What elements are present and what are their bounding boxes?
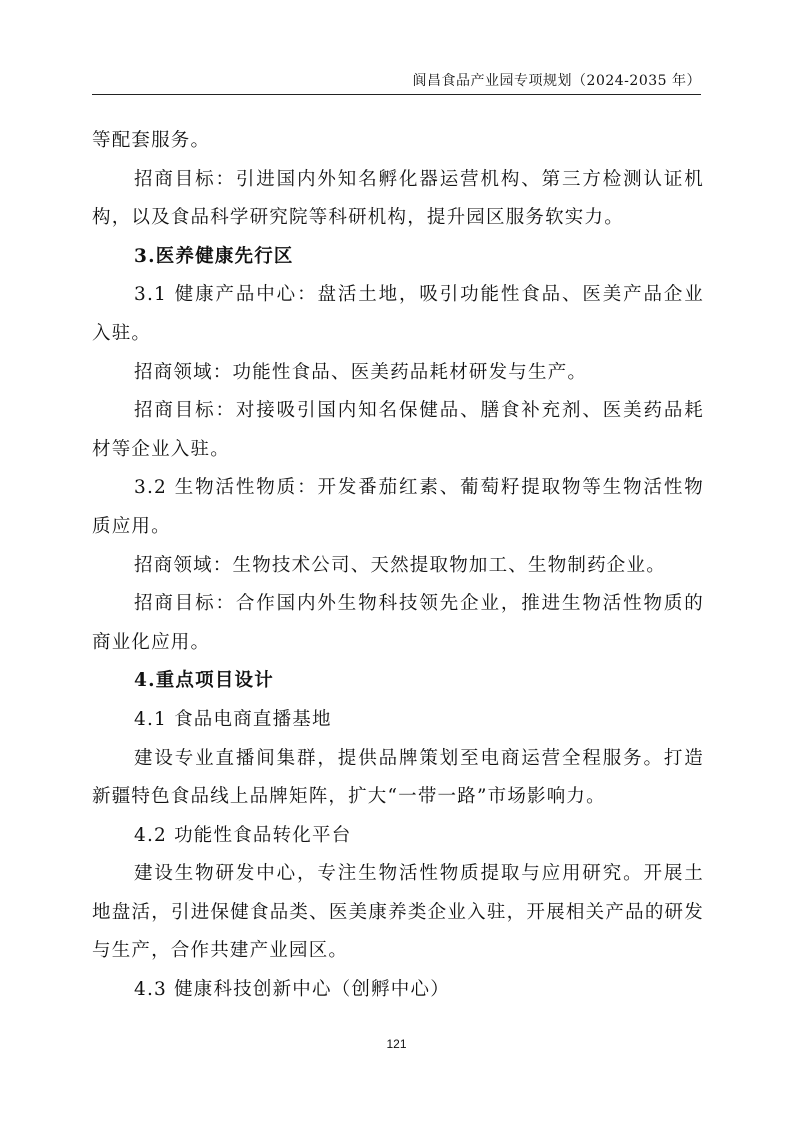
body-text	[92, 122, 704, 1010]
paragraph-investment-field: 招商领域：生物技术公司、天然提取物加工、生物制药企业。	[134, 554, 666, 576]
page-number: 121	[386, 1037, 407, 1051]
paragraph-investment-field: 招商领域：功能性食品、医美药品耗材研发与生产。	[134, 361, 588, 383]
paragraph-4-1-body: 建设专业直播间集群，提供品牌策划至电商运营全程服务。打造新疆特色食品线上品牌矩阵，扩大“一带一路”市场影响力。	[92, 747, 704, 808]
paragraph-investment-target: 招商目标：合作国内外生物科技领先企业，推进生物活性物质的商业化应用。	[92, 593, 704, 653]
paragraph-4-2-body: 建设生物研发中心，专注生物活性物质提取与应用研究。开展土地盘活，引进保健食品类、医美康养类企业入驻，开展相关产品的研发与生产，合作共建产业园区。	[92, 863, 704, 962]
subsection-4-2: 4.2 功能性食品转化平台	[134, 824, 352, 846]
paragraph-investment-target: 招商目标：引进国内外知名孵化器运营机构、第三方检测认证机构，以及食品科学研究院等科研机构，提升园区服务软实力。	[92, 168, 704, 229]
section-heading-4: 4.重点项目设计	[134, 670, 274, 692]
subsection-4-3: 4.3 健康科技创新中心（创孵中心）	[134, 979, 450, 1001]
subsection-3-1: 3.1 健康产品中心：盘活土地，吸引功能性食品、医美产品企业入驻。	[92, 284, 704, 344]
section-heading-3: 3.医养健康先行区	[134, 245, 294, 267]
subsection-4-1: 4.1 食品电商直播基地	[134, 708, 332, 730]
subsection-3-2: 3.2 生物活性物质：开发番茄红素、葡萄籽提取物等生物活性物质应用。	[92, 477, 704, 537]
paragraph-continuation: 等配套服务。	[92, 130, 211, 151]
running-header: 阆昌食品产业园专项规划（2024-2035 年）	[92, 70, 701, 95]
paragraph-investment-target: 招商目标：对接吸引国内知名保健品、膳食补充剂、医美药品耗材等企业入驻。	[92, 400, 704, 460]
